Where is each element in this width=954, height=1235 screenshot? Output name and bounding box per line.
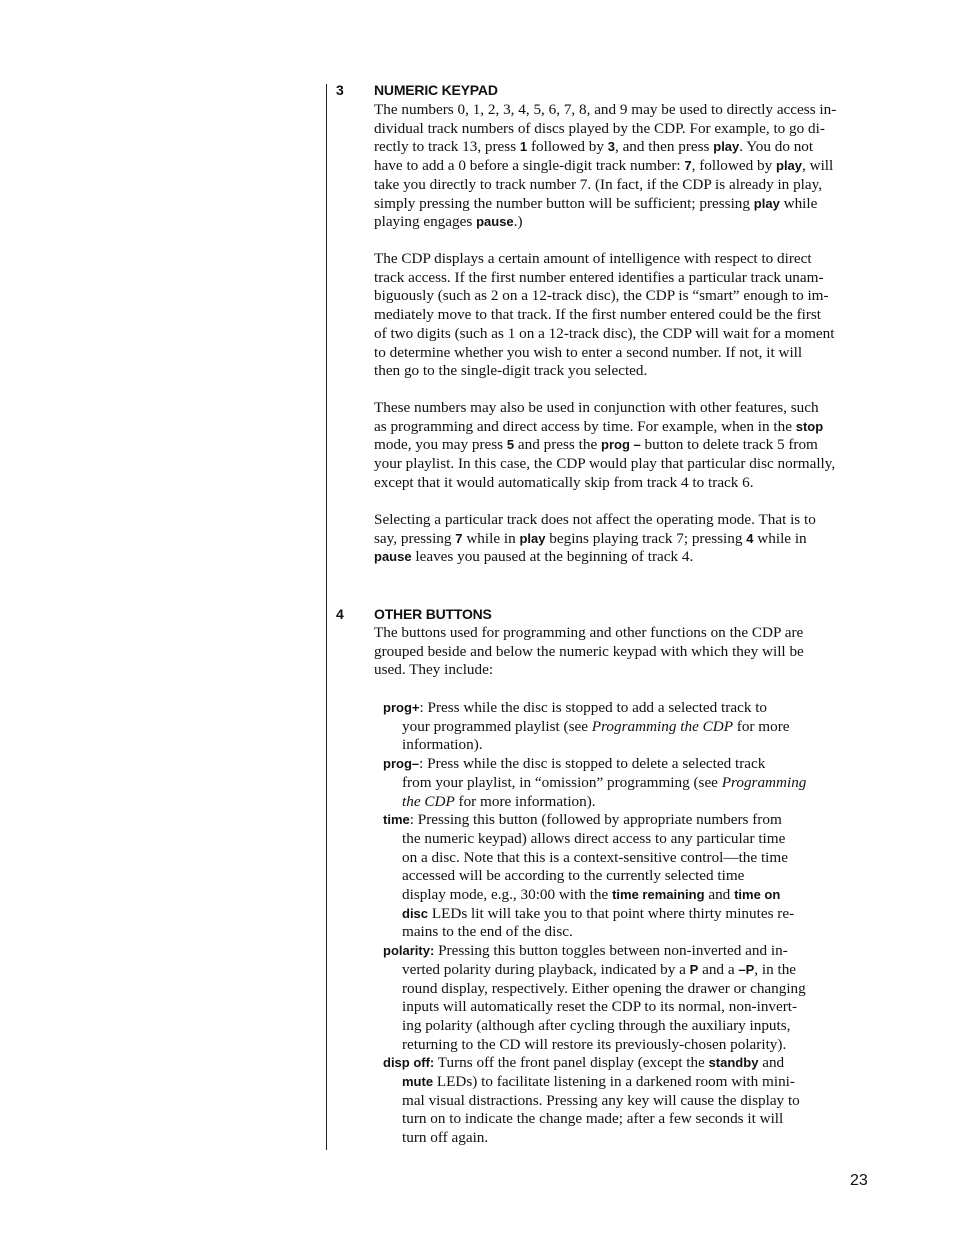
text-line: The CDP displays a certain amount of intelligence with respect to direct bbox=[374, 250, 812, 267]
text-line: information). bbox=[402, 736, 483, 754]
text-line: The buttons used for programming and other functions on the CDP are bbox=[374, 624, 804, 641]
text-line bbox=[383, 793, 843, 812]
text-line: mains to the end of the disc. bbox=[402, 923, 573, 941]
button-term: 3 bbox=[607, 139, 615, 155]
numeric-keypad-paragraph-4 bbox=[374, 511, 872, 567]
button-term: disp off: bbox=[383, 1055, 435, 1071]
section-4-number: 4 bbox=[336, 606, 344, 622]
text-line: dividual track numbers of discs played by the CDP. For example, to go di- bbox=[374, 119, 825, 137]
numeric-keypad-paragraph-1 bbox=[374, 101, 872, 232]
definition-time bbox=[383, 811, 843, 942]
numeric-keypad-paragraph-2 bbox=[374, 250, 872, 381]
button-term: play bbox=[776, 158, 803, 174]
text-line: ing polarity (although after cycling through the auxiliary inputs, bbox=[402, 1016, 791, 1034]
text-run: simply pressing the number button will be sufficient; pressing bbox=[374, 194, 754, 212]
cross-reference: Programming the CDP bbox=[591, 717, 733, 735]
text-line bbox=[374, 138, 872, 157]
text-run: leaves you paused at the beginning of track 4. bbox=[411, 548, 694, 566]
text-line: turn on to indicate the change made; after a few seconds it will bbox=[402, 1110, 784, 1128]
text-run: . You do not bbox=[739, 138, 814, 156]
definition-polarity bbox=[383, 942, 843, 1054]
section-4-title: OTHER BUTTONS bbox=[374, 606, 492, 622]
text-run: , will bbox=[802, 157, 834, 175]
text-line: turn off again. bbox=[402, 1129, 489, 1147]
text-line: inputs will automatically reset the CDP to its normal, non-invert- bbox=[402, 998, 798, 1016]
text-line bbox=[383, 1073, 843, 1092]
text-line bbox=[383, 699, 843, 718]
numeric-keypad-paragraph-3 bbox=[374, 399, 872, 493]
section-3-title: NUMERIC KEYPAD bbox=[374, 82, 498, 98]
text-run: your programmed playlist (see bbox=[402, 717, 592, 735]
text-run: .) bbox=[513, 213, 523, 231]
text-line: Selecting a particular track does not affect the operating mode. That is to bbox=[374, 511, 816, 528]
text-line bbox=[383, 942, 843, 961]
text-line: accessed will be according to the currently selected time bbox=[402, 867, 745, 885]
text-run: while bbox=[779, 194, 818, 212]
text-line bbox=[374, 436, 872, 455]
display-indicator: –P bbox=[738, 961, 755, 977]
definition-prog-plus bbox=[383, 699, 843, 755]
text-line: grouped beside and below the numeric keypad with which they will be bbox=[374, 642, 804, 660]
button-term: play bbox=[519, 530, 546, 546]
led-term: standby bbox=[708, 1055, 759, 1071]
button-term: prog– bbox=[383, 756, 420, 772]
text-run: from your playlist, in “omission” programming (see bbox=[402, 773, 722, 791]
button-term: 5 bbox=[506, 437, 515, 453]
text-run: and bbox=[704, 886, 735, 904]
text-line: except that it would automatically skip from track 4 to track 6. bbox=[374, 473, 754, 491]
button-term: prog+ bbox=[383, 700, 420, 715]
text-line bbox=[383, 755, 843, 774]
page-number: 23 bbox=[850, 1172, 868, 1189]
other-buttons-intro bbox=[374, 624, 872, 680]
text-line: The numbers 0, 1, 2, 3, 4, 5, 6, 7, 8, and 9 may be used to directly access in- bbox=[374, 101, 837, 118]
button-term: 7 bbox=[684, 158, 692, 174]
text-run: for more information). bbox=[454, 792, 596, 810]
text-line bbox=[374, 195, 872, 214]
text-line bbox=[383, 718, 843, 737]
text-line: round display, respectively. Either opening the drawer or changing bbox=[402, 979, 806, 997]
text-run: , in the bbox=[754, 960, 797, 978]
text-run: for more bbox=[732, 717, 790, 735]
text-line: the numeric keypad) allows direct access to any particular time bbox=[402, 829, 786, 847]
text-line: mediately move to that track. If the first number entered could be the first bbox=[374, 306, 822, 324]
text-run: while in bbox=[753, 529, 807, 547]
text-line: biguously (such as 2 on a 12-track disc), the CDP is “smart” enough to im- bbox=[374, 287, 829, 305]
cross-reference: the CDP bbox=[402, 792, 455, 810]
text-run: Pressing this button toggles between non-inverted and in- bbox=[434, 942, 788, 960]
text-run: say, pressing bbox=[374, 529, 456, 547]
button-term: 7 bbox=[455, 530, 463, 546]
text-run: begins playing track 7; pressing bbox=[545, 529, 747, 547]
text-line: your playlist. In this case, the CDP would play that particular disc normally, bbox=[374, 455, 836, 473]
button-term: time bbox=[383, 812, 410, 828]
text-run: and press the bbox=[514, 436, 601, 454]
section-3-number: 3 bbox=[336, 82, 344, 98]
definition-disp-off bbox=[383, 1054, 843, 1148]
text-line bbox=[383, 774, 843, 793]
led-term: disc bbox=[402, 905, 429, 921]
text-run: button to delete track 5 from bbox=[640, 436, 818, 454]
text-line bbox=[383, 1054, 843, 1073]
led-term: mute bbox=[402, 1074, 434, 1090]
text-line bbox=[374, 213, 872, 232]
text-run: and bbox=[758, 1054, 785, 1072]
led-term: time remaining bbox=[612, 887, 705, 903]
led-term: time on bbox=[734, 887, 781, 903]
display-indicator: P bbox=[689, 961, 699, 977]
text-line bbox=[383, 961, 843, 980]
text-line bbox=[374, 530, 872, 549]
text-run: rectly to track 13, press bbox=[374, 138, 520, 156]
text-run: , followed by bbox=[691, 157, 776, 175]
text-line: track access. If the first number entered identifies a particular track unam- bbox=[374, 268, 824, 286]
button-term: stop bbox=[795, 418, 824, 434]
button-definition-list bbox=[383, 699, 843, 1148]
text-run: and a bbox=[698, 960, 739, 978]
text-run: : Press while the disc is stopped to delete a selected track bbox=[419, 755, 766, 773]
button-term: pause bbox=[374, 549, 412, 565]
button-term: play bbox=[713, 139, 740, 155]
text-line: used. They include: bbox=[374, 661, 494, 679]
text-run: have to add a 0 before a single-digit track number: bbox=[374, 157, 685, 175]
button-term: 4 bbox=[746, 530, 754, 546]
text-line bbox=[383, 886, 843, 905]
text-line: take you directly to track number 7. (In fact, if the CDP is already in play, bbox=[374, 175, 823, 193]
button-term: 1 bbox=[519, 139, 528, 155]
text-run: display mode, e.g., 30:00 with the bbox=[402, 886, 613, 904]
text-run: playing engages bbox=[374, 213, 477, 231]
text-line bbox=[383, 811, 843, 830]
text-line: These numbers may also be used in conjunction with other features, such bbox=[374, 399, 819, 416]
text-run: mode, you may press bbox=[374, 436, 507, 454]
text-line: mal visual distractions. Pressing any key will cause the display to bbox=[402, 1091, 800, 1109]
text-line: of two digits (such as 1 on a 12-track disc), the CDP will wait for a moment bbox=[374, 324, 835, 342]
text-line: then go to the single-digit track you selected. bbox=[374, 362, 648, 380]
text-line: to determine whether you wish to enter a second number. If not, it will bbox=[374, 343, 803, 361]
text-run: while in bbox=[462, 529, 520, 547]
button-term: polarity: bbox=[383, 943, 435, 959]
text-run: followed by bbox=[527, 138, 608, 156]
text-run: LEDs lit will take you to that point where thirty minutes re- bbox=[428, 904, 795, 922]
text-run: : Pressing this button (followed by appropriate numbers from bbox=[409, 811, 782, 829]
margin-rule bbox=[326, 84, 327, 1150]
text-line bbox=[374, 157, 872, 176]
text-run: Turns off the front panel display (except the bbox=[434, 1054, 709, 1072]
text-line bbox=[383, 905, 843, 924]
text-line bbox=[374, 418, 872, 437]
text-line bbox=[374, 548, 872, 567]
button-term: prog – bbox=[601, 437, 641, 453]
button-term: play bbox=[753, 195, 780, 211]
text-run: , and then press bbox=[614, 138, 714, 156]
text-line: returning to the CD will restore its previously-chosen polarity). bbox=[402, 1035, 787, 1053]
text-run: LEDs) to facilitate listening in a darkened room with mini- bbox=[433, 1073, 795, 1091]
button-term: pause bbox=[476, 214, 514, 230]
text-run: : Press while the disc is stopped to add a selected track to bbox=[419, 699, 768, 716]
cross-reference: Programming bbox=[721, 773, 807, 791]
text-run: verted polarity during playback, indicated by a bbox=[402, 960, 690, 978]
text-run: as programming and direct access by time. For example, when in the bbox=[374, 417, 796, 435]
definition-prog-minus bbox=[383, 755, 843, 811]
text-line: on a disc. Note that this is a context-sensitive control—the time bbox=[402, 848, 788, 866]
